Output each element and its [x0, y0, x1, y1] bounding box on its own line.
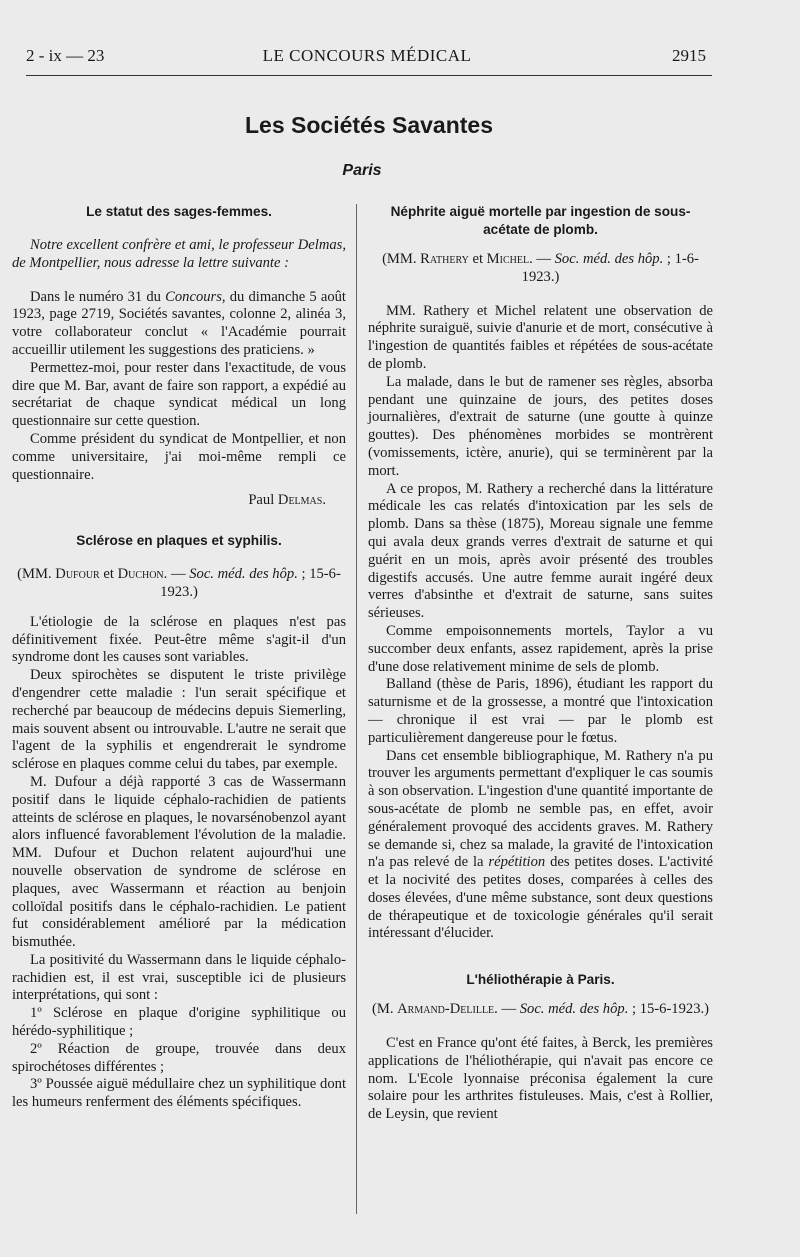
journal-name: LE CONCOURS MÉDICAL — [262, 46, 472, 65]
text: Delmas. — [277, 492, 326, 509]
page-subtitle: Paris — [342, 162, 382, 179]
intro-note — [12, 237, 346, 273]
text: . — — [529, 251, 555, 267]
section-heading-sclerose: Sclérose en plaques et syphilis. — [76, 533, 282, 549]
text: Paul — [248, 492, 278, 509]
text: et — [468, 251, 487, 267]
text: (MM. — [382, 251, 421, 267]
section-heading-heliotherapie: L'héliothérapie à Paris. — [466, 972, 615, 988]
header-date: 2 - ix — 23 — [26, 46, 105, 65]
paragraph: A ce propos, M. Rathery a recherché dans la littérature médicale les cas relatés d'intoxication par les sels de plomb. Dans sa thèse (1875), Moreau signale une femme qui avala deux grands verres d'extrait de saturne et qui guérit en un mois, après avoir présenté des troubles digestifs accusés. Une autre femme aurait ingéré deux verres d'absinthe et d'extrait de saturne, sans suites sérieuses. — [368, 480, 713, 622]
text: ; 1-6-1923.) — [521, 251, 699, 285]
paragraph: M. Dufour a déjà rapporté 3 cas de Wassermann positif dans le liquide céphalo-rachidien de patients atteints de sclérose en plaques, le novarsénobenzol ayant alors influencé favorablement l'évolution de la maladie. MM. Dufour et Duchon relatent aujourd'hui une nouvelle observation de syndrome de sclérose en plaques, avec Wassermann et réaction au benjoin colloïdal positifs dans le céphalo-rachidien. Le patient fut considérablement amélioré par la médication bismuthée. — [12, 773, 346, 951]
paragraph: Comme président du syndicat de Montpellier, et non comme universitaire, j'ai moi-même rempli ce questionnaire. — [12, 430, 346, 483]
text: , du dimanche 5 août 1923, page 2719, Sociétés savantes, colonne 2, alinéa 3, votre collaborateur conclut « l'Académie pourrait accueillir utilement les suggestions des praticiens. » — [12, 288, 346, 358]
author-name: Armand-Delille — [397, 1001, 495, 1018]
text: Dans le numéro 31 du — [30, 288, 166, 305]
running-header — [22, 46, 712, 72]
citation — [368, 251, 713, 287]
author-name: Duchon — [117, 566, 164, 583]
signature — [12, 492, 346, 510]
left-column — [12, 203, 346, 1112]
page-title: Les Sociétés Savantes — [244, 112, 494, 138]
section-heading-sages-femmes: Le statut des sages-femmes. — [86, 204, 272, 219]
author-name: Dufour — [55, 566, 100, 583]
text-italic: Soc. méd. des hôp. — [554, 251, 664, 267]
text-italic: Concours — [165, 288, 222, 305]
text: ; 15-6-1923.) — [160, 566, 341, 600]
author-name: Rathery — [420, 251, 469, 267]
text: et — [99, 566, 118, 583]
paragraph — [12, 289, 346, 360]
text: ; 15-6-1923.) — [628, 1001, 710, 1018]
list-item: 2º Réaction de groupe, trouvée dans deux spirochétoses différentes ; — [12, 1040, 346, 1075]
page-number: 2915 — [672, 46, 706, 65]
header-rule — [26, 75, 712, 76]
intro-text: Notre excellent confrère et ami, le professeur Delmas, de Montpellier, nous adresse la lettre suivante : — [12, 237, 346, 271]
paragraph: Permettez-moi, pour rester dans l'exactitude, de vous dire que M. Bar, avant de faire son rapport, a expédié au secrétariat de chaque syndicat médical un long questionnaire sur cette question. — [12, 359, 346, 430]
author-name: Michel — [486, 251, 530, 267]
text: (M. — [371, 1001, 398, 1018]
citation — [368, 1001, 713, 1019]
list-item: 1º Sclérose en plaque d'origine syphilitique ou hérédo-syphilitique ; — [12, 1005, 346, 1040]
paragraph: Deux spirochètes se disputent le triste privilège d'engendrer cette maladie : l'un serait spécifique et recherché par beaucoup de médecins depuis Siemerling, mais souvent absent ou introuvable. L'autre ne serait que l'agent de la syphilis et engendrerait le syndrome sclérose en plaques comme celui du tabes, par exemple. — [12, 667, 346, 773]
paragraph: Balland (thèse de Paris, 1896), étudiant les rapport du saturnisme et de la grossesse, a montré que l'intoxication — chronique il est vrai — par le plomb est particulièrement dangereuse pour le fœtus. — [368, 676, 713, 746]
text-italic: répétition — [488, 854, 546, 871]
paragraph: Comme empoisonnements mortels, Taylor a vu succomber deux enfants, assez rapidement, après la prise d'une dose relativement minime de sels de plomb. — [368, 622, 713, 675]
text-italic: Soc. méd. des hôp. — [189, 566, 298, 583]
list-item: 3º Poussée aiguë médullaire chez un syphilitique dont les humeurs renferment des éléments spécifiques. — [12, 1076, 346, 1111]
text: (MM. — [17, 566, 56, 583]
text: . — — [494, 1001, 520, 1018]
text: des petites doses. L'activité et la nocivité des petites doses, comparées à celles des doses élevées, d'une même substance, sont deux questions de thérapeutique et de toxicologie générales qu'il serait intéressant d'élucider. — [368, 854, 713, 942]
paragraph: L'étiologie de la sclérose en plaques n'est pas définitivement fixée. Peut-être même s'agit-il d'un syndrome dont les causes sont variables. — [12, 613, 346, 666]
paragraph — [368, 748, 713, 944]
column-divider — [356, 204, 357, 1214]
paragraph: La malade, dans le but de ramener ses règles, absorba pendant une quinzaine de jours, des petites doses journalières, d'extrait de saturne (une goutte à quinze gouttes). Des phénomènes morbides se montrèrent (vomissements, ictère, anurie), qui se terminèrent par la mort. — [368, 373, 713, 479]
text: Dans cet ensemble bibliographique, M. Rathery n'a pu trouver les arguments permettant d'expliquer le cas soumis à son observation. L'ingestion d'une quantité importante de sous-acétate de plomb ne semble pas, en effet, avoir généralement provoqué des accidents graves. M. Rathery se demande si, chez sa malade, la gravité de l'intoxication n'a pas relevé de la — [368, 747, 713, 871]
section-heading-nephrite: Néphrite aiguë mortelle par ingestion de sous-acétate de plomb. — [390, 204, 691, 237]
paragraph: MM. Rathery et Michel relatent une observation de néphrite suraiguë, suivie d'anurie et de mort, consécutive à l'ingestion de quantités faibles et répétées de sous-acétate de plomb. — [368, 302, 713, 372]
paragraph: La positivité du Wassermann dans le liquide céphalo-rachidien est, il est vrai, susceptible ici de plusieurs interprétations, qui sont : — [12, 951, 346, 1004]
right-column — [368, 203, 713, 1124]
text: . — — [163, 566, 190, 583]
citation — [12, 566, 346, 602]
paragraph: C'est en France qu'ont été faites, à Berck, les premières applications de l'héliothérapie, qui n'avait pas encore ce nom. L'Ecole lyonnaise préconisa également la cure solaire pour les arthrites fistuleuses. Mais, c'est à Rollier, de Leysin, que revient — [368, 1035, 713, 1123]
text-italic: Soc. méd. des hôp. — [519, 1001, 629, 1018]
